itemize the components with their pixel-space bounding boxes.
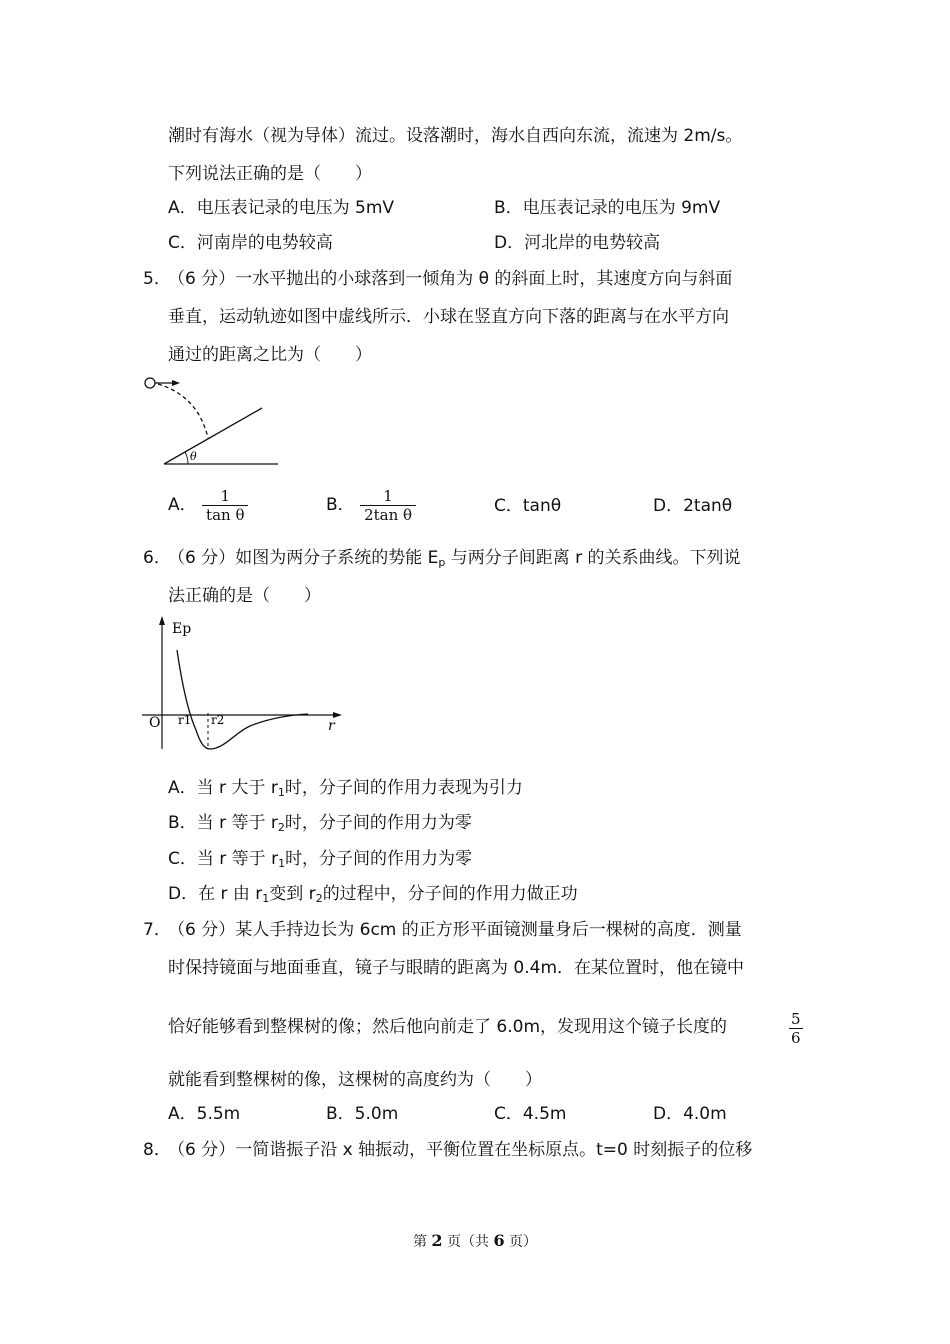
q8-line-1: （6 分）一简谐振子沿 x 轴振动，平衡位置在坐标原点。t=0 时刻振子的位移	[168, 1140, 753, 1160]
origin-label: O	[149, 715, 161, 731]
q6-option-d-sub-2: 2	[315, 892, 323, 905]
q6-option-a-sub: 1	[277, 786, 285, 799]
q5-option-b-fraction	[360, 488, 416, 523]
q5-option-a-numerator: 1	[220, 486, 231, 505]
q6-line-1	[168, 547, 741, 569]
q6-option-b-text-1: B．当 r 等于 r	[168, 813, 278, 833]
q6-option-d-text-3: 的过程中，分子间的作用力做正功	[322, 884, 578, 904]
footer-page-number: 2	[431, 1231, 443, 1250]
q6-potential-energy-figure	[140, 614, 350, 754]
q6-number: 6．	[143, 548, 171, 568]
footer-total-pages: 6	[493, 1231, 505, 1250]
incline-line	[164, 408, 262, 464]
ball-icon	[145, 378, 155, 388]
q4-option-b: B．电压表记录的电压为 9mV	[494, 198, 721, 218]
q4-option-a: A．电压表记录的电压为 5mV	[168, 198, 395, 218]
q6-option-d	[168, 883, 578, 905]
q6-option-c-text-1: C．当 r 等于 r	[168, 849, 279, 869]
q6-option-d-sub-1: 1	[262, 892, 270, 905]
q6-line-1-b: 与两分子间距离 r 的关系曲线。下列说	[445, 548, 741, 568]
q5-option-b-denominator: 2tan θ	[360, 505, 416, 523]
page-footer	[0, 1231, 950, 1252]
q7-line-1: （6 分）某人手持边长为 6cm 的正方形平面镜测量身后一棵树的高度．测量	[168, 920, 742, 940]
q5-line-3: 通过的距离之比为（ ）	[168, 345, 372, 365]
arrow-head-icon	[172, 380, 180, 386]
q6-line-2: 法正确的是（ ）	[168, 586, 321, 606]
q7-option-c: C．4.5m	[494, 1104, 567, 1124]
q7-line-2: 时保持镜面与地面垂直，镜子与眼睛的距离为 0.4m．在某位置时，他在镜中	[168, 958, 744, 978]
q5-line-2: 垂直，运动轨迹如图中虚线所示．小球在竖直方向下落的距离与在水平方向	[168, 307, 729, 327]
q6-option-c	[168, 848, 472, 870]
q5-option-c: C．tanθ	[494, 496, 562, 516]
trajectory-curve	[158, 384, 208, 438]
footer-post: 页）	[504, 1234, 538, 1250]
q7-line-4: 就能看到整棵树的像，这棵树的高度约为（ ）	[168, 1070, 542, 1090]
q5-option-a-fraction	[202, 488, 248, 523]
r2-label: r2	[211, 713, 225, 727]
q4-line-1: 潮时有海水（视为导体）流过。设落潮时，海水自西向东流，流速为 2m/s。	[168, 126, 743, 146]
q6-option-a	[168, 777, 523, 799]
q4-option-c: C．河南岸的电势较高	[168, 233, 333, 253]
potential-energy-curve	[177, 650, 308, 749]
q5-incline-figure	[140, 372, 290, 472]
q5-option-a-prefix: A．	[168, 495, 197, 515]
q5-option-d: D．2tanθ	[653, 496, 733, 516]
q6-line-1-a: （6 分）如图为两分子系统的势能 E	[168, 548, 439, 568]
q6-option-c-text-2: 时，分子间的作用力为零	[285, 849, 473, 869]
q6-option-a-text-1: A．当 r 大于 r	[168, 778, 278, 798]
q8-number: 8．	[143, 1140, 171, 1160]
q7-option-b: B．5.0m	[326, 1104, 399, 1124]
q6-option-b-text-2: 时，分子间的作用力为零	[284, 813, 472, 833]
q6-option-d-text-1: D．在 r 由 r	[168, 884, 263, 904]
q7-fraction-denominator: 6	[791, 1029, 801, 1047]
q6-line-1-sub: p	[438, 556, 446, 569]
q6-option-d-text-2: 变到 r	[269, 884, 316, 904]
y-axis-label: Ep	[172, 621, 192, 637]
q7-line-3: 恰好能够看到整棵树的像；然后他向前走了 6.0m，发现用这个镜子长度的	[168, 1017, 727, 1037]
angle-arc	[185, 452, 188, 464]
q7-fraction	[789, 1011, 803, 1046]
q6-option-a-text-2: 时，分子间的作用力表现为引力	[284, 778, 523, 798]
q6-option-b	[168, 812, 472, 834]
angle-label: θ	[190, 450, 197, 463]
q7-fraction-numerator: 5	[791, 1010, 801, 1028]
r1-label: r1	[178, 713, 192, 727]
q7-fraction-inner	[789, 1011, 803, 1046]
q5-option-b-numerator: 1	[383, 486, 393, 505]
q5-option-a	[168, 486, 248, 524]
q4-line-2: 下列说法正确的是（ ）	[168, 164, 372, 184]
q7-option-d: D．4.0m	[653, 1104, 727, 1124]
q5-number: 5．	[143, 269, 171, 289]
q5-line-1: （6 分）一水平抛出的小球落到一倾角为 θ 的斜面上时，其速度方向与斜面	[168, 269, 733, 289]
footer-pre: 第	[412, 1234, 432, 1250]
q7-number: 7．	[143, 920, 171, 940]
q5-option-b	[326, 486, 416, 524]
q6-option-c-sub: 1	[278, 857, 286, 870]
q5-option-a-denominator: tan θ	[202, 505, 248, 523]
q5-option-b-prefix: B．	[326, 495, 355, 515]
x-axis-label: r	[328, 718, 335, 734]
footer-mid: 页（共	[442, 1234, 494, 1250]
q7-option-a: A．5.5m	[168, 1104, 241, 1124]
y-axis-arrow-icon	[159, 616, 165, 625]
q4-option-d: D．河北岸的电势较高	[494, 233, 661, 253]
q6-option-b-sub: 2	[277, 821, 285, 834]
